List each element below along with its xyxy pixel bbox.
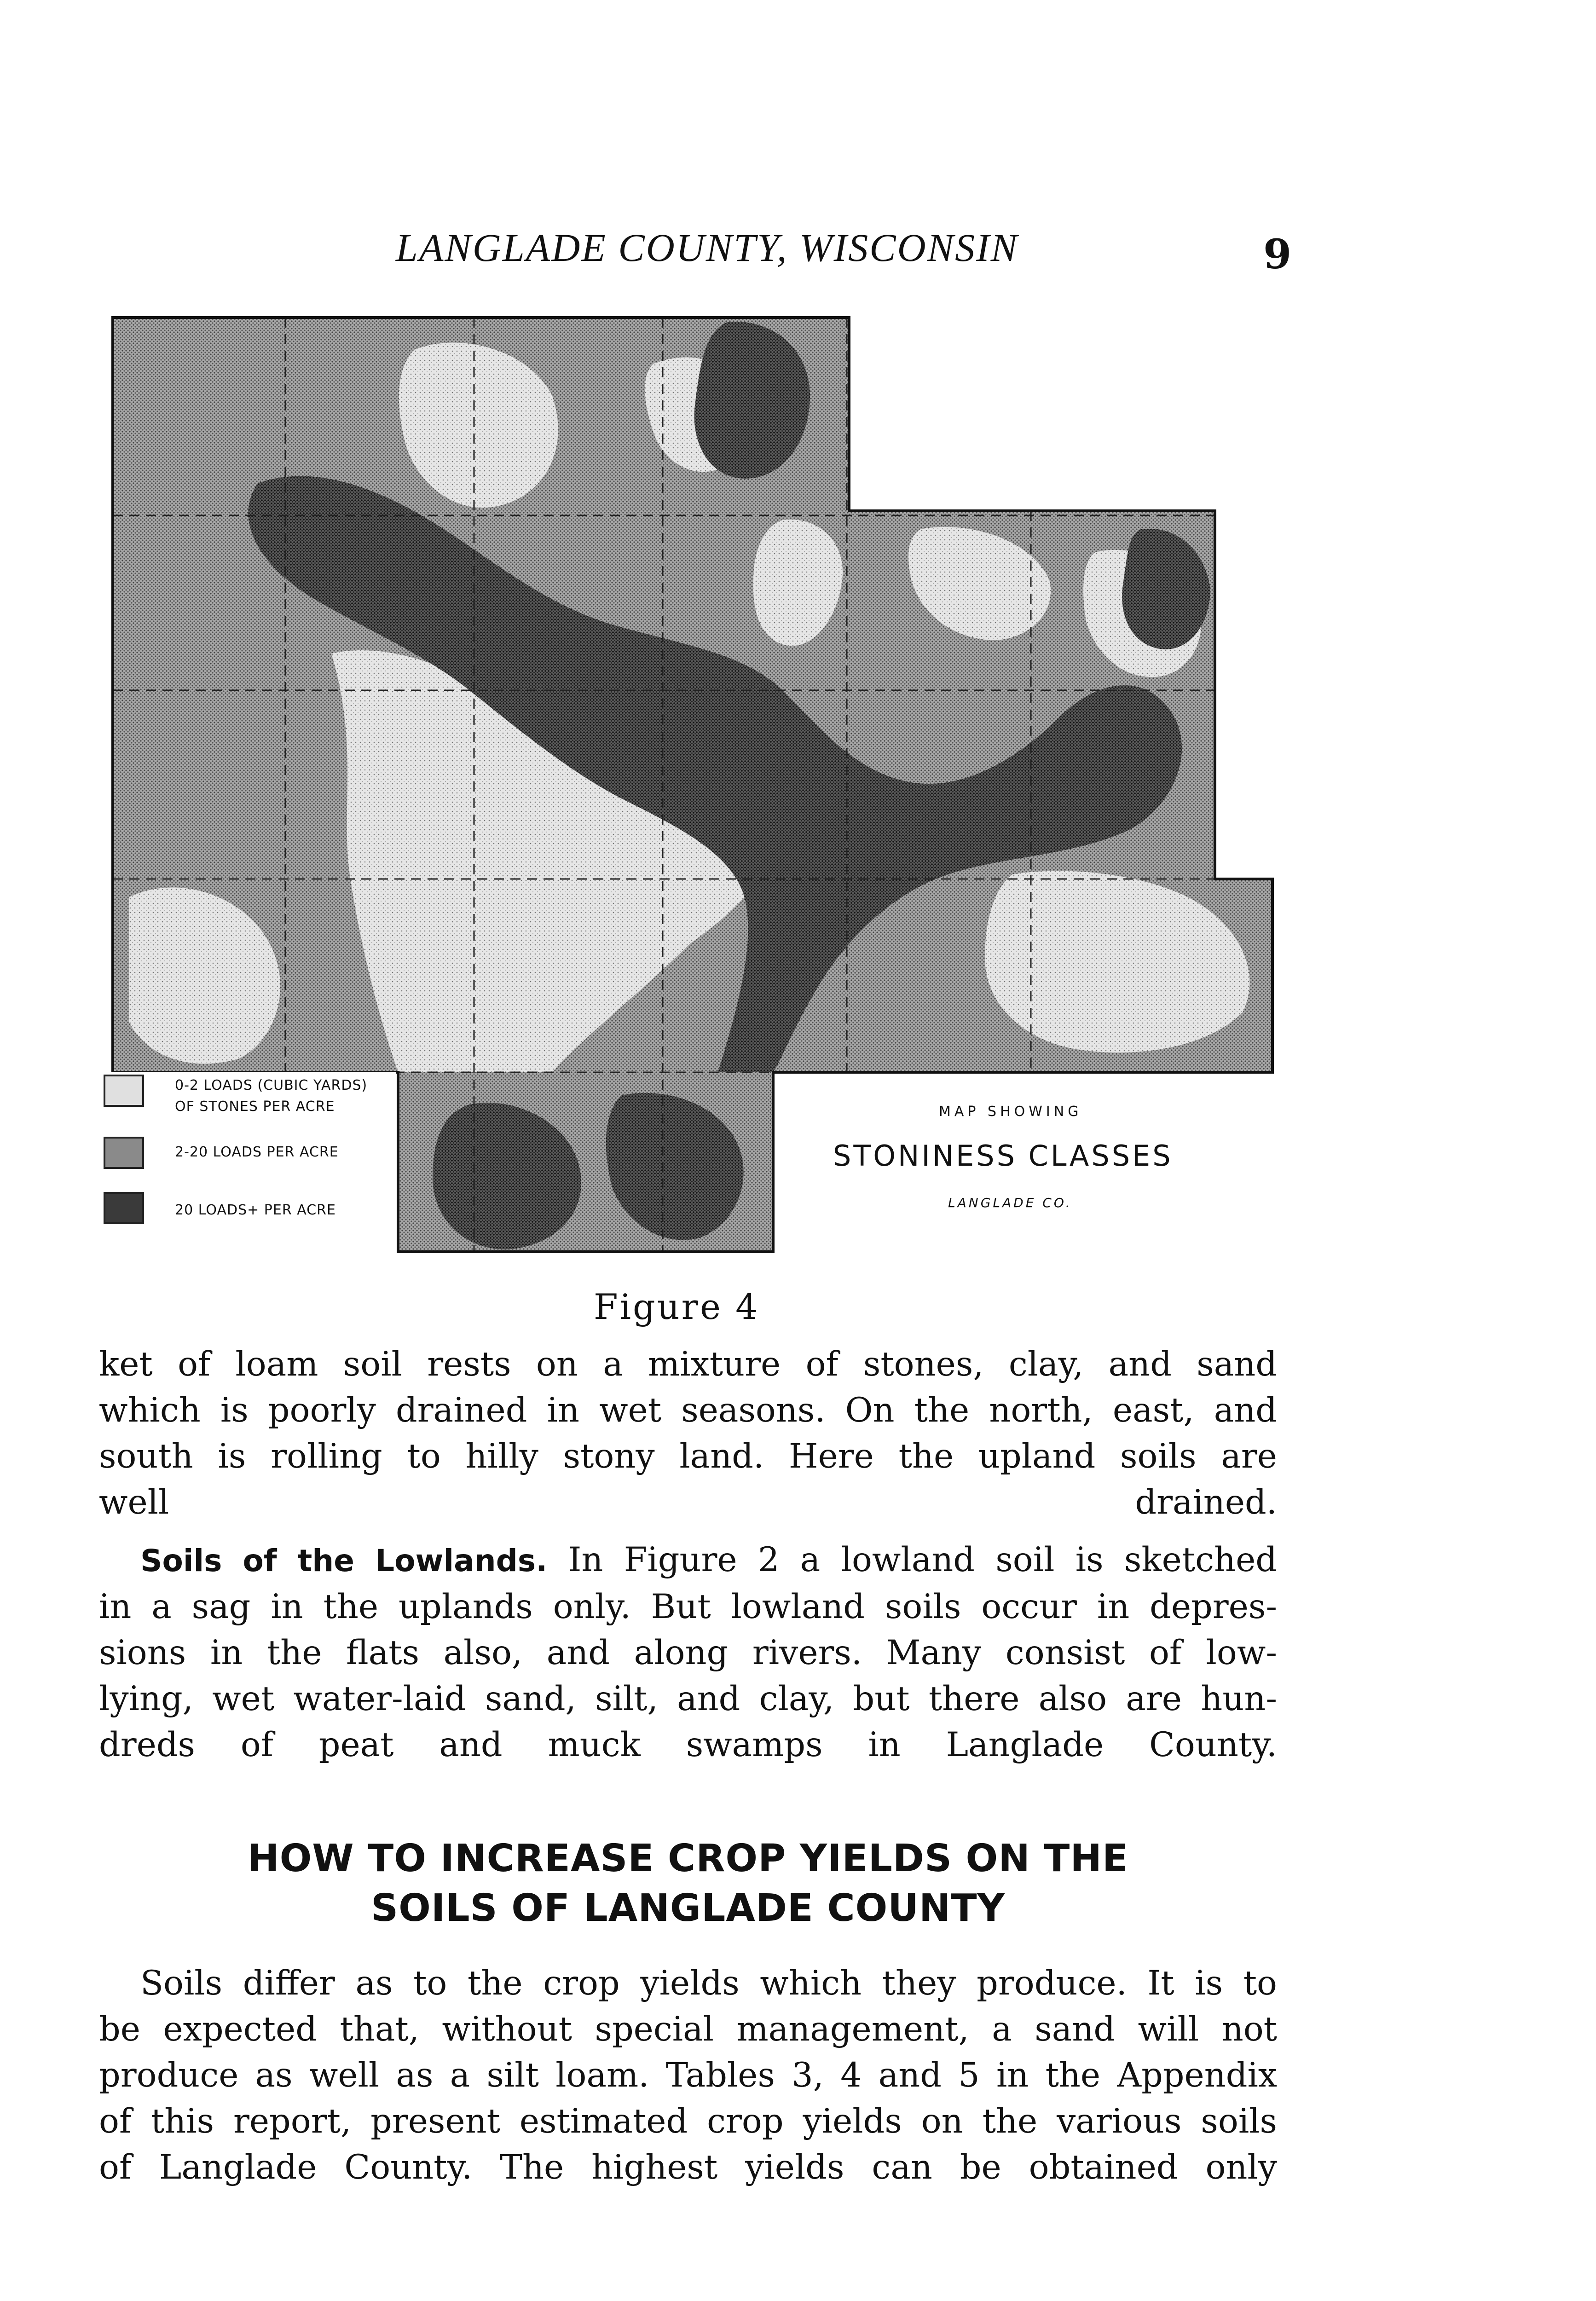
legend-label-dark: 20 LOADS+ PER ACRE [175, 1202, 336, 1218]
paragraph-3 [99, 1960, 1277, 2191]
paragraph-line: Soils differ as to the crop yields which they produce. It is to [140, 1964, 1277, 2003]
paragraph-line [99, 1537, 1277, 1584]
legend-swatch-medium [104, 1137, 144, 1169]
paragraph-2 [99, 1537, 1277, 1768]
map-title-county: LANGLADE CO. [948, 1195, 1072, 1210]
section-heading [99, 1834, 1277, 1933]
legend-label-light-line1: 0-2 LOADS (CUBIC YARDS) [175, 1077, 368, 1093]
legend-label-light-line2: OF STONES PER ACRE [175, 1098, 335, 1115]
page-number: 9 [1263, 230, 1292, 278]
legend-swatch-light [104, 1075, 144, 1107]
paragraph-line: ket of loam soil rests on a mixture of stones, clay, and sand [99, 1345, 1277, 1384]
section-heading-line2: SOILS OF LANGLADE COUNTY [371, 1886, 1005, 1930]
paragraph-line: produce as well as a silt loam. Tables 3, 4 and 5 in the Appendix [99, 2056, 1277, 2095]
paragraph-line-text: In Figure 2 a lowland soil is sketched [547, 1540, 1277, 1579]
paragraph-line: dreds of peat and muck swamps in Langlade County. [99, 1725, 1277, 1764]
paragraph-line: of Langlade County. The highest yields can be obtained only [99, 2148, 1277, 2187]
paragraph-1 [99, 1341, 1277, 1526]
legend-swatch-dark [104, 1192, 144, 1224]
section-heading-line1: HOW TO INCREASE CROP YIELDS ON THE [247, 1837, 1129, 1880]
map-title: STONINESS CLASSES [833, 1139, 1173, 1173]
map-title-small: MAP SHOWING [939, 1104, 1082, 1120]
paragraph-line: well drained. [99, 1483, 1277, 1522]
paragraph-line: sions in the flats also, and along rivers. Many consist of low- [99, 1633, 1277, 1672]
figure-caption: Figure 4 [594, 1286, 760, 1327]
paragraph-line: of this report, present estimated crop yields on the various soils [99, 2102, 1277, 2141]
paragraph-line: be expected that, without special management, a sand will not [99, 2010, 1277, 2049]
running-header: LANGLADE COUNTY, WISCONSIN [396, 225, 1019, 270]
legend-label-medium: 2-20 LOADS PER ACRE [175, 1144, 339, 1160]
paragraph-line: south is rolling to hilly stony land. Here the upland soils are [99, 1437, 1277, 1476]
paragraph-line: lying, wet water-laid sand, silt, and clay, but there also are hun- [99, 1679, 1277, 1718]
paragraph-line: in a sag in the uplands only. But lowland soils occur in depres- [99, 1587, 1277, 1626]
paragraph-line: which is poorly drained in wet seasons. On the north, east, and [99, 1391, 1277, 1430]
run-in-heading: Soils of the Lowlands. [140, 1543, 548, 1578]
